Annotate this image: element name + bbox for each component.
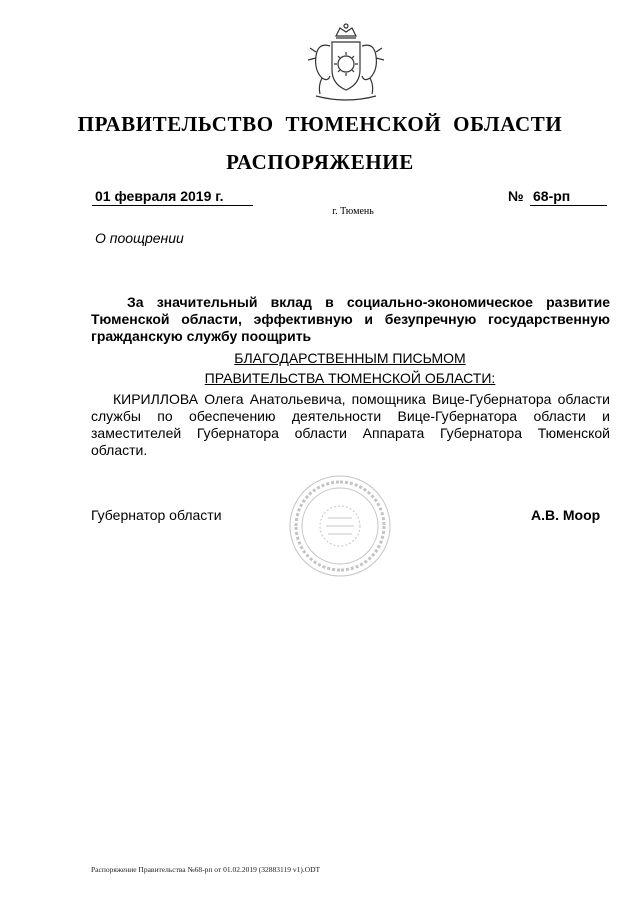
coat-of-arms-emblem — [302, 22, 390, 110]
document-footer: Распоряжение Правительства №68-рп от 01.02.2019 (32883119 v1).ODT — [91, 865, 321, 874]
official-seal-stamp — [288, 474, 392, 578]
document-type-title: РАСПОРЯЖЕНИЕ — [226, 150, 414, 174]
document-city: г. Тюмень — [332, 206, 374, 217]
award-line-2-text: ПРАВИТЕЛЬСТВА ТЮМЕНСКОЙ ОБЛАСТИ: — [204, 370, 496, 386]
document-subject: О поощрении — [95, 230, 184, 246]
signatory-name: А.В. Моор — [531, 507, 601, 523]
award-line-1-text: БЛАГОДАРСТВЕННЫМ ПИСЬМОМ — [234, 350, 466, 366]
document-number: 68-рп — [530, 188, 607, 206]
awardee-paragraph: КИРИЛЛОВА Олега Анатольевича, помощника Вице-Губернатора области службы по обеспечению деятельности Вице-Губернатора области и заместителей Губернатора области Аппарата Губернатора Тюменской области. — [91, 391, 610, 458]
award-line-2 — [0, 370, 640, 387]
preamble-paragraph: За значительный вклад в социально-экономическое развитие Тюменской области, эффективную и безупречную государственную гражданскую службу поощрить — [91, 294, 610, 344]
organization-title: ПРАВИТЕЛЬСТВО ТЮМЕНСКОЙ ОБЛАСТИ — [77, 112, 563, 136]
award-line-1 — [0, 350, 640, 367]
number-sign: № — [508, 188, 524, 204]
signatory-title: Губернатор области — [91, 507, 222, 523]
document-date: 01 февраля 2019 г. — [92, 188, 253, 206]
